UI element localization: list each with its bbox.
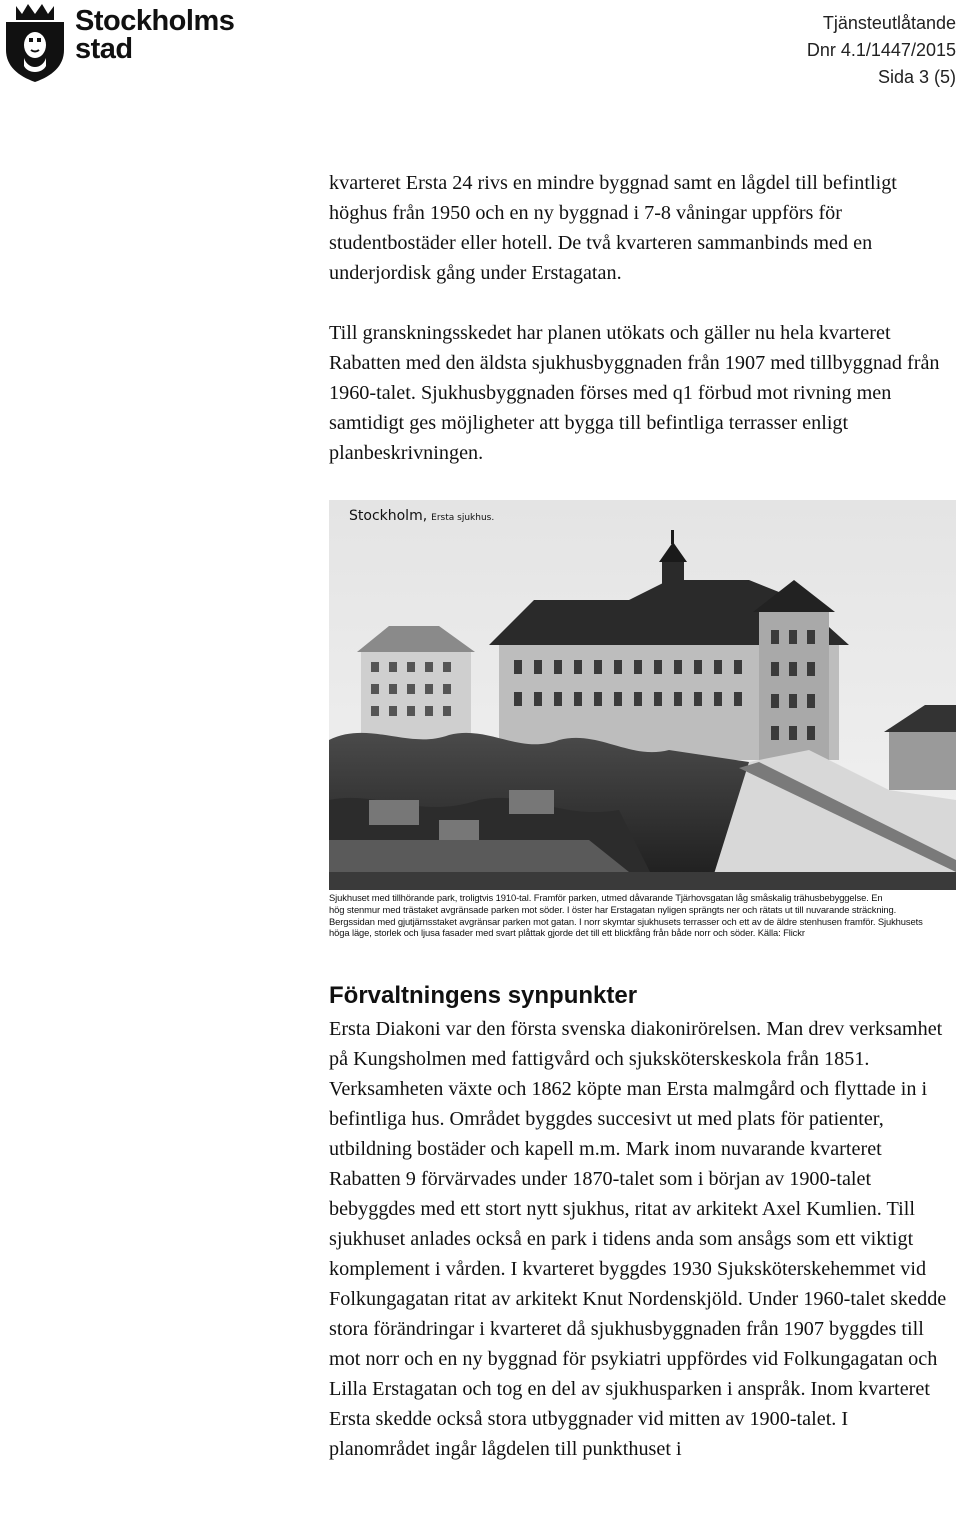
photo-title [349,508,494,524]
document-type: Tjänsteutlåtande [822,13,956,33]
logo-text-line2: stad [75,33,133,65]
hospital-photo-image [329,500,956,890]
caption-line: Sjukhuset med tillhörande park, troligtvis 1910-tal. Framför parken, utmed dåvarande Tjärhovsgatan låg småskalig trähusbebyggelse. En [329,892,883,903]
page-number: Sida 3 (5) [877,67,956,87]
caption-line: Bergssidan med gjutjärnsstaket avgränsar parken mot gatan. I norr skymtar sjukhusets terrasser och ett av de äldre stenhusen framför. Sjukhusets [329,915,923,927]
section-body: Ersta Diakoni var den första svenska diakonirörelsen. Man drev verksamhet på Kungsholmen med fattigvård och sjuksköterskeskola från 1851. Verksamheten växte och 1862 köpte man Ersta malmgård och flyttade in i befintliga hus. Området byggdes succesivt ut med plats för patienter, utbildning bostäder och kapell m.m. Mark inom nuvarande kvarteret Rabatten 9 förvärvades under 1870-talet som i början av 1900-talet bebyggdes med ett stort nytt sjukhus, ritat av arkitekt Axel Kumlien. Till sjukhuset anlades också en park i tidens anda som ansågs som ett viktigt komplement i vården. I kvarteret byggdes 1930 Sjuksköterskehemmet vid Folkungagatan ritat av arkitekt Knut Nordenskjöld. Under 1960-talet skedde stora förändringar i kvarteret då sjukhusbyggnaden från 1907 byggdes till mot norr och en ny byggnad för psykiatri uppfördes vid Folkungagatan och Lilla Erstagatan och tog en del av sjukhusparken i anspråk. Inom kvarteret Ersta skedde också stora utbyggnader vid mitten av 1900-talet. I planområdet ingår lågdelen till punkthuset i [329,1018,947,1460]
logo-text-line1: Stockholms [75,5,235,37]
document-meta [807,10,956,91]
city-crest-icon [2,0,72,84]
photo-caption [329,892,956,939]
paragraph-granskningsskede: Till granskningsskedet har planen utökats och gäller nu hela kvarteret Rabatten med den äldsta sjukhusbyggnaden från 1907 med tillbyggnad från 1960-talet. Sjukhusbyggnaden förses med q1 förbud mot rivning men samtidigt ges möjligheter att bygga till befintliga terrasser enligt planbeskrivningen. [329,322,940,464]
photo-title-main: Stockholm, [349,508,428,524]
photo-title-small: Ersta sjukhus. [431,513,495,523]
document-number: Dnr 4.1/1447/2015 [806,40,956,60]
historic-photo-ersta-sjukhus [329,500,956,948]
stockholms-stad-logo [2,0,242,84]
caption-line: höga läge, storlek och ljusa fasader med svart plåttak gjorde det till ett blickfång från både norr och söder. Källa: Flickr [329,927,805,939]
section-heading: Förvaltningens synpunkter [329,982,638,1009]
caption-line: hög stenmur med trästaket avgränsade parken mot söder. I öster har Erstagatan nyligen sprängts ner och rätats ut till nuvarande sträckning. [329,903,897,915]
paragraph-ersta-24: kvarteret Ersta 24 rivs en mindre byggnad samt en lågdel till befintligt höghus från 1950 och en ny byggnad i 7-8 våningar uppförs för studentbostäder eller hotell. De två kvarteren sammanbinds med en underjordisk gång under Erstagatan. [329,172,897,284]
